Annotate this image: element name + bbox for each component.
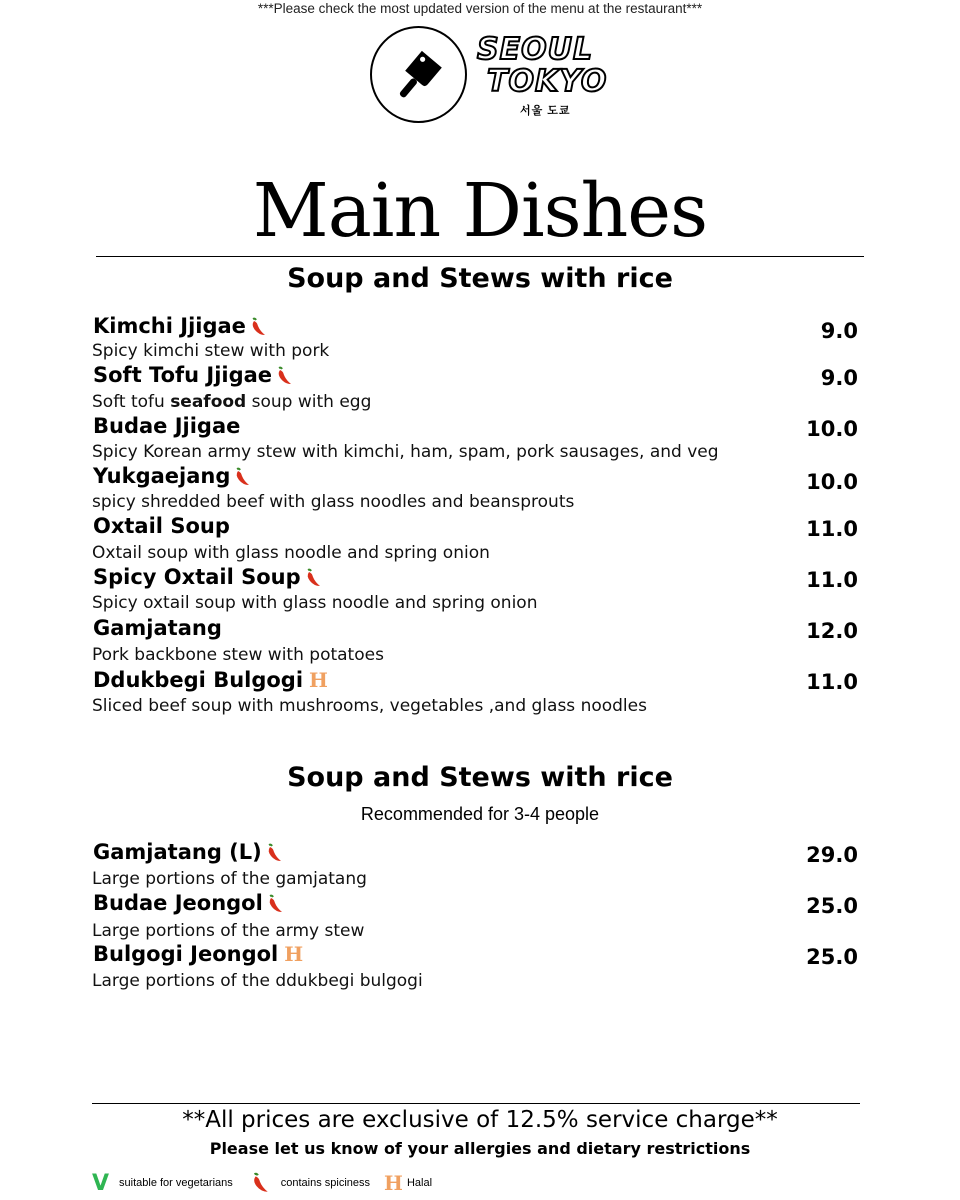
cleaver-icon bbox=[390, 48, 450, 108]
chili-pepper-icon bbox=[265, 894, 285, 914]
allergy-note: Please let us know of your allergies and dietary restrictions bbox=[209, 1139, 751, 1158]
menu-item-price: 11.0 bbox=[806, 517, 858, 541]
halal-icon: H bbox=[384, 1171, 403, 1195]
logo-korean: 서울 도쿄 bbox=[520, 105, 571, 117]
page-title: Main Dishes bbox=[252, 168, 708, 254]
menu-item-desc: Spicy oxtail soup with glass noodle and spring onion bbox=[92, 593, 538, 613]
menu-item-price: 25.0 bbox=[806, 894, 858, 918]
menu-item-desc: spicy shredded beef with glass noodles and beansprouts bbox=[92, 492, 575, 512]
logo-wordmark bbox=[477, 34, 617, 98]
menu-item-desc: Large portions of the gamjatang bbox=[92, 869, 367, 889]
menu-item-price: 12.0 bbox=[806, 619, 858, 643]
menu-item-price: 9.0 bbox=[820, 366, 858, 390]
menu-item-name: Gamjatang (L) bbox=[93, 839, 284, 865]
menu-item-desc: Sliced beef soup with mushrooms, vegetables ,and glass noodles bbox=[92, 696, 647, 716]
menu-item-desc: Large portions of the army stew bbox=[92, 921, 365, 941]
menu-item-price: 29.0 bbox=[806, 843, 858, 867]
menu-item-name: Bulgogi Jeongol H bbox=[93, 942, 304, 966]
chili-pepper-icon bbox=[232, 467, 252, 487]
menu-item-name: Soft Tofu Jjigae bbox=[93, 362, 294, 388]
chili-pepper-icon bbox=[264, 843, 284, 863]
menu-item-desc: Soft tofu seafood soup with egg bbox=[92, 392, 372, 412]
logo-line-2: TOKYO bbox=[487, 64, 608, 99]
menu-item-price: 10.0 bbox=[806, 417, 858, 441]
menu-item-name: Spicy Oxtail Soup bbox=[93, 564, 323, 590]
spicy-badge bbox=[246, 314, 268, 338]
spicy-badge bbox=[301, 565, 323, 589]
legend-halal-label: Halal bbox=[406, 1177, 433, 1189]
spicy-badge bbox=[230, 464, 252, 488]
menu-item-name: Budae Jjigae bbox=[93, 414, 241, 438]
legend bbox=[92, 1170, 446, 1196]
menu-item-desc: Oxtail soup with glass noodle and spring onion bbox=[92, 543, 490, 563]
logo-line-1: SEOUL bbox=[477, 32, 594, 67]
divider-top bbox=[96, 256, 864, 257]
section-subtitle: Recommended for 3-4 people bbox=[360, 804, 600, 824]
menu-item-desc: Spicy Korean army stew with kimchi, ham, spam, pork sausages, and veg bbox=[92, 442, 719, 462]
chili-pepper-icon bbox=[274, 366, 294, 386]
menu-notice: ***Please check the most updated version of the menu at the restaurant*** bbox=[257, 1, 703, 16]
section-title-soups: Soup and Stews with rice bbox=[287, 263, 673, 294]
vegetarian-icon: V bbox=[92, 1170, 110, 1196]
service-charge-note: **All prices are exclusive of 12.5% service charge** bbox=[182, 1107, 778, 1133]
desc-emphasis: seafood bbox=[170, 392, 247, 412]
halal-icon: H bbox=[309, 668, 328, 692]
spicy-badge bbox=[272, 363, 294, 387]
spicy-badge bbox=[262, 840, 284, 864]
divider-bottom bbox=[92, 1103, 860, 1104]
logo-badge bbox=[370, 26, 467, 123]
halal-icon: H bbox=[284, 942, 304, 966]
menu-item-price: 9.0 bbox=[820, 319, 858, 343]
legend-spicy-label: contains spiciness bbox=[280, 1177, 371, 1189]
menu-item-price: 11.0 bbox=[806, 568, 858, 592]
menu-item-name: Gamjatang bbox=[93, 616, 222, 640]
menu-item-name: Ddukbegi Bulgogi H bbox=[93, 668, 328, 692]
menu-item-name: Yukgaejang bbox=[93, 463, 252, 489]
menu-item-desc: Spicy kimchi stew with pork bbox=[92, 341, 330, 361]
menu-item-price: 11.0 bbox=[806, 670, 858, 694]
menu-item-name: Kimchi Jjigae bbox=[93, 313, 268, 339]
spicy-badge bbox=[263, 891, 285, 915]
chili-pepper-icon bbox=[248, 317, 268, 337]
menu-item-name: Oxtail Soup bbox=[93, 514, 230, 538]
menu-item-desc: Pork backbone stew with potatoes bbox=[92, 645, 384, 665]
menu-item-price: 10.0 bbox=[806, 470, 858, 494]
legend-vegetarian-label: suitable for vegetarians bbox=[119, 1177, 233, 1189]
chili-pepper-icon bbox=[247, 1172, 271, 1194]
chili-pepper-icon bbox=[303, 568, 323, 588]
menu-item-price: 25.0 bbox=[806, 945, 858, 969]
menu-item-desc: Large portions of the ddukbegi bulgogi bbox=[92, 971, 423, 991]
menu-item-name: Budae Jeongol bbox=[93, 890, 285, 916]
section-title-large-portions: Soup and Stews with rice bbox=[287, 762, 673, 793]
